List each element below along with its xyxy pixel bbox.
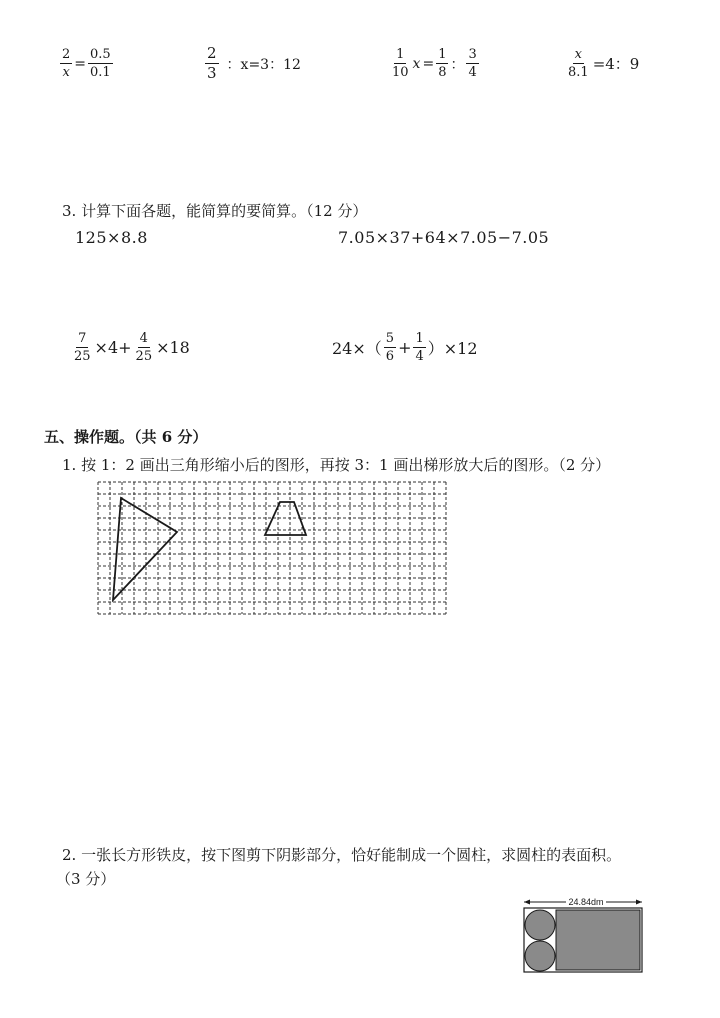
proportion-4 (566, 48, 639, 79)
numerator: 3 (468, 47, 477, 62)
shaded-side-rectangle (556, 910, 640, 970)
proportion-3 (390, 48, 479, 79)
proportion-1 (60, 48, 113, 79)
expression-tail: ×18 (156, 338, 190, 357)
expression-1: 125×8.8 (75, 228, 148, 247)
numerator: 5 (385, 331, 395, 346)
expression-head: 24×（ (332, 339, 382, 358)
expression-mid: ×4+ (94, 338, 132, 357)
denominator: 25 (74, 349, 91, 364)
numerator: 2 (207, 44, 217, 62)
grid-lines (98, 482, 446, 614)
numerator: 7 (78, 331, 87, 346)
expression-2: 7.05×37+64×7.05−7.05 (338, 228, 550, 247)
numerator: 4 (139, 331, 148, 346)
arrow-left-icon (524, 900, 530, 905)
numerator: 0.5 (90, 47, 111, 62)
expression-3 (72, 332, 190, 363)
denominator: 10 (392, 65, 409, 80)
denominator: 3 (207, 64, 217, 82)
numerator: 1 (415, 331, 424, 346)
dashed-grid-figure (96, 480, 448, 616)
triangle-shape (113, 498, 177, 600)
proportion-rest: =4：9 (592, 55, 640, 73)
denominator: 4 (415, 349, 424, 364)
ratio-colon: ： (450, 56, 465, 73)
question-2-text: 2. 一张长方形铁皮，按下图剪下阴影部分，恰好能制成一个圆柱，求圆柱的表面积。 (62, 846, 622, 864)
question-1-text: 1. 按 1：2 画出三角形缩小后的图形，再按 3：1 画出梯形放大后的图形。（2 分） (62, 456, 611, 474)
denominator: 8 (438, 65, 447, 80)
proportion-rest: ：x=3：12 (226, 56, 301, 73)
arrow-right-icon (636, 900, 642, 905)
denominator: 6 (385, 349, 395, 364)
iron-sheet-diagram (520, 896, 646, 978)
denominator: 25 (135, 349, 153, 364)
question-2-points: （3 分） (56, 870, 116, 888)
denominator: 4 (468, 65, 477, 80)
numerator: 1 (438, 47, 447, 62)
denominator: 8.1 (568, 65, 589, 80)
numerator: 2 (62, 47, 71, 62)
variable: x (412, 55, 421, 72)
denominator: x (62, 65, 70, 80)
numerator: x (574, 47, 583, 62)
equals-sign: = (74, 55, 87, 72)
section-3-heading: 3. 计算下面各题，能简算的要简算。（12 分） (62, 202, 368, 220)
expression-4 (332, 332, 478, 363)
numerator: 1 (396, 47, 405, 62)
equals-sign: = (422, 55, 435, 72)
section-5-heading: 五、操作题。（共 6 分） (44, 428, 208, 446)
proportion-2 (205, 46, 301, 81)
plus-sign: + (398, 338, 412, 357)
base-circle-bottom (525, 941, 555, 971)
expression-tail: ）×12 (427, 339, 478, 358)
dimension-label: 24.84dm (568, 897, 604, 907)
base-circle-top (525, 910, 555, 940)
denominator: 0.1 (90, 65, 111, 80)
